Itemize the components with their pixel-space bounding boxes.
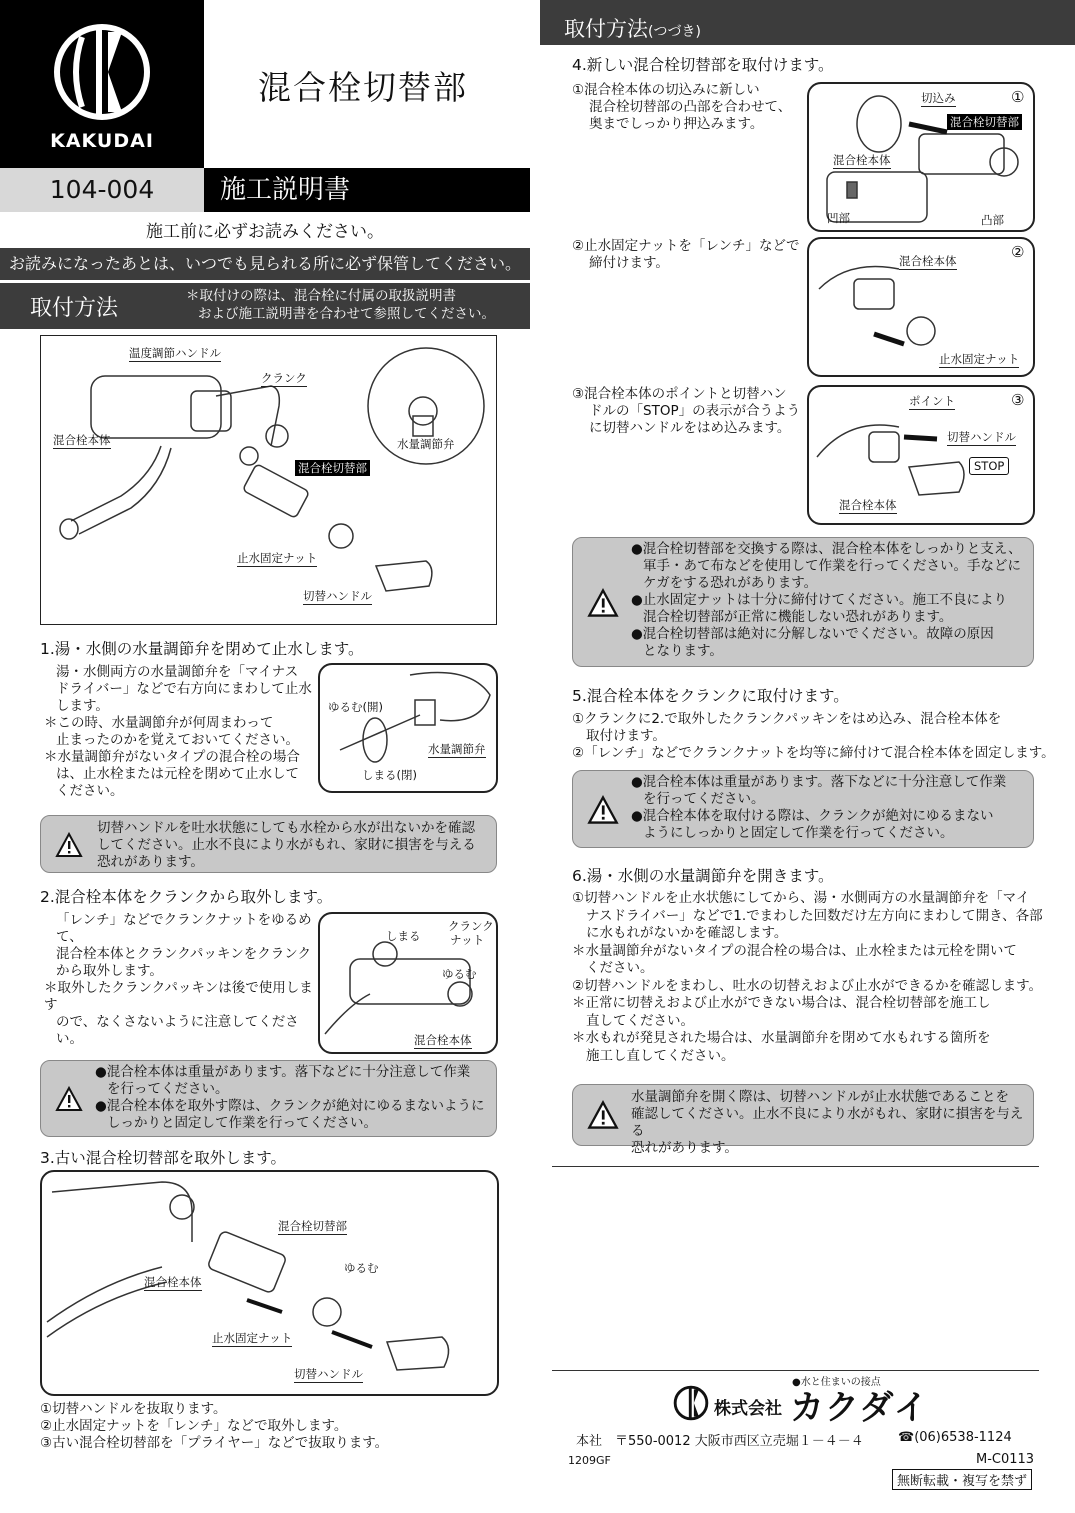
label-body: 混合栓本体 bbox=[414, 1033, 472, 1047]
step3-heading: 3.古い混合栓切替部を取外します。 bbox=[40, 1149, 287, 1167]
label-recess: 凹部 bbox=[827, 211, 850, 225]
step1-warning: 切替ハンドルを吐水状態にしても水栓から水が出ないかを確認 してください。止水不良により水がもれ、家財に損害を与える 恐れがあります。 bbox=[40, 815, 497, 873]
step2-text: 「レンチ」などでクランクナットをゆるめて、 混合栓本体とクランクパッキンをクランク から取外します。 ＊取外したクランクパッキンは後で使用します ので、なくさないように注意してください。 bbox=[44, 912, 313, 1047]
step1-text: 湯・水側両方の水量調節弁を「マイナス ドライバー」などで右方向にまわして止水 します。 ＊この時、水量調節弁が何周まわって 止まったのかを覚えておいてください。 ＊水量調節弁がないタイプの混合栓の場合 は、止水栓または元栓を閉めて止水して ください。 bbox=[44, 664, 312, 799]
label-stop-nut: 止水固定ナット bbox=[212, 1331, 293, 1345]
label-body: 混合栓本体 bbox=[839, 498, 897, 512]
step4-figure-3 bbox=[807, 385, 1035, 525]
step1-figure bbox=[318, 663, 498, 793]
label-stop-nut: 止水固定ナット bbox=[939, 352, 1020, 366]
warning-icon bbox=[55, 1086, 83, 1112]
step4-c-text: ③混合栓本体のポイントと切替ハン ドルの「STOP」の表示が合うよう に切替ハンドルをはめ込みます。 bbox=[572, 386, 801, 436]
copyright-notice: 無断転載・複写を禁ず bbox=[892, 1469, 1032, 1490]
brand-name: KAKUDAI bbox=[50, 130, 154, 152]
step4-b-text: ②止水固定ナットを「レンチ」などで 締付けます。 bbox=[572, 238, 800, 271]
warning-icon bbox=[587, 588, 619, 618]
label-valve: 水量調節弁 bbox=[397, 437, 455, 451]
disassembly-illustration bbox=[42, 1172, 497, 1394]
warning-icon bbox=[55, 832, 83, 858]
label-notch: 切込み bbox=[921, 91, 956, 105]
read-notice: 施工前に必ずお読みください。 bbox=[146, 222, 384, 242]
warning-icon bbox=[587, 1100, 619, 1130]
keep-notice: お読みになったあとは、いつでも見られる所に必ず保管してください。 bbox=[0, 248, 530, 280]
phone: ☎(06)6538-1124 bbox=[898, 1430, 1012, 1445]
company-logo-icon bbox=[672, 1385, 710, 1421]
divider bbox=[552, 1166, 1039, 1167]
step2-heading: 2.混合栓本体をクランクから取外します。 bbox=[40, 888, 333, 906]
label-close: しまる(閉) bbox=[362, 768, 417, 782]
label-switch-part: 混合栓切替部 bbox=[947, 114, 1022, 130]
document-code: M-C0113 bbox=[976, 1452, 1035, 1467]
step6-text: ①切替ハンドルを止水状態にしてから、湯・水側両方の水量調節弁を「マイ ナスドライバー」などで1.でまわした回数だけ左方向にまわして開き、各部 に水もれがないかを確認します。 ＊水量調節弁がないタイプの混合栓の場合は、止水栓または元栓を開いて ください。 ②切替ハンドルをまわし、吐水の切替えおよび止水ができるかを確認します。 ＊正常に切替えおよび止水ができない場合は、混合栓切替部を施工し 直してください。 ＊水もれが発見された場合は、水量調節弁を閉めて水もれする箇所を 施工し直してください。 bbox=[572, 890, 1043, 1064]
section-note: ＊取付けの際は、混合栓に付属の取扱説明書 および施工説明書を合わせて参照してください。 bbox=[186, 288, 495, 322]
label-convex: 凸部 bbox=[981, 213, 1004, 227]
document-type: 施工説明書 bbox=[204, 168, 530, 212]
label-crank-nut-1: クランク bbox=[448, 919, 494, 933]
label-stop-nut: 止水固定ナット bbox=[237, 551, 318, 565]
label-crank: クランク bbox=[261, 371, 307, 385]
label-loosen: ゆるむ bbox=[442, 967, 477, 981]
label-temp-handle: 温度調節ハンドル bbox=[129, 346, 221, 360]
section-title: 取付方法 bbox=[564, 17, 648, 41]
company-prefix: 株式会社 bbox=[714, 1399, 782, 1419]
figure-number: ③ bbox=[1011, 391, 1025, 409]
label-body: 混合栓本体 bbox=[833, 153, 891, 167]
address: 本社 〒550-0012 大阪市西区立売堀１－４－４ bbox=[576, 1434, 864, 1449]
step4-heading: 4.新しい混合栓切替部を取付けます。 bbox=[572, 56, 834, 74]
step2-figure bbox=[318, 912, 498, 1054]
label-point: ポイント bbox=[909, 394, 955, 408]
label-open: ゆるむ(開) bbox=[328, 700, 383, 714]
tagline: ●水と住まいの接点 bbox=[792, 1377, 881, 1388]
section-suffix: (つづき) bbox=[648, 24, 701, 40]
step5-warning: ●混合栓本体は重量があります。落下などに十分注意して作業 を行ってください。 ●混合栓本体を取付ける際は、クランクが絶対にゆるまない ようにしっかりと固定して作業を行ってください。 bbox=[572, 770, 1034, 848]
step5-heading: 5.混合栓本体をクランクに取付けます。 bbox=[572, 687, 849, 705]
step5-text: ①クランクに2.で取外したクランクパッキンをはめ込み、混合栓本体を 取付けます。 ②「レンチ」などでクランクナットを均等に締付けて混合栓本体を固定します。 bbox=[572, 711, 1055, 761]
date-code: 1209GF bbox=[568, 1454, 611, 1467]
figure-number: ② bbox=[1011, 243, 1025, 261]
figure-number: ① bbox=[1011, 88, 1025, 106]
section-header-continued bbox=[540, 0, 1075, 45]
stop-marking: STOP bbox=[969, 457, 1009, 475]
step4-a-text: ①混合栓本体の切込みに新しい 混合栓切替部の凸部を合わせて、 奥までしっかり押込みます。 bbox=[572, 82, 792, 132]
label-body: 混合栓本体 bbox=[899, 254, 957, 268]
section-header bbox=[0, 283, 530, 329]
step2-warning: ●混合栓本体は重量があります。落下などに十分注意して作業 を行ってください。 ●混合栓本体を取外す際は、クランクが絶対にゆるまないように しっかりと固定して作業を行ってください。 bbox=[40, 1060, 497, 1137]
label-body: 混合栓本体 bbox=[144, 1275, 202, 1289]
page-title: 混合栓切替部 bbox=[258, 68, 468, 107]
company-name: カクダイ bbox=[790, 1388, 929, 1428]
step4-figure-1 bbox=[807, 82, 1035, 232]
label-tighten: しまる bbox=[386, 929, 421, 943]
step6-warning: 水量調節弁を開く際は、切替ハンドルが止水状態であることを 確認してください。止水不良により水がもれ、家財に損害を与える 恐れがあります。 bbox=[572, 1084, 1034, 1146]
step4-figure-2 bbox=[807, 237, 1035, 377]
step1-heading: 1.湯・水側の水量調節弁を閉めて止水します。 bbox=[40, 640, 364, 658]
step3-figure bbox=[40, 1170, 499, 1396]
label-switch-part: 混合栓切替部 bbox=[295, 460, 370, 476]
warning-icon bbox=[587, 795, 619, 825]
label-switch-handle: 切替ハンドル bbox=[294, 1367, 363, 1381]
section-title: 取付方法 bbox=[30, 296, 119, 321]
label-switch-handle: 切替ハンドル bbox=[303, 589, 372, 603]
kakudai-logo-icon bbox=[52, 22, 152, 122]
step3-text: ①切替ハンドルを抜取ります。 ②止水固定ナットを「レンチ」などで取外します。 ③古い混合栓切替部を「プライヤー」などで抜取ります。 bbox=[40, 1401, 389, 1451]
overview-figure bbox=[40, 335, 497, 625]
label-valve: 水量調節弁 bbox=[428, 742, 486, 756]
model-number: 104-004 bbox=[0, 168, 204, 212]
divider bbox=[552, 1370, 1039, 1371]
step6-heading: 6.湯・水側の水量調節弁を開きます。 bbox=[572, 867, 834, 885]
label-switch-part: 混合栓切替部 bbox=[278, 1219, 347, 1233]
step4-warning: ●混合栓切替部を交換する際は、混合栓本体をしっかりと支え、 軍手・あて布などを使用して作業を行ってください。手などに ケガをする恐れがあります。 ●止水固定ナットは十分に締付けてください。施工不良により 混合栓切替部が正常に機能しない恐れがあります。 ●混合栓切替部は絶対に分解しないでください。故障の原因 となります。 bbox=[572, 537, 1034, 667]
label-crank-nut-2: ナット bbox=[450, 933, 485, 947]
label-body: 混合栓本体 bbox=[53, 433, 111, 447]
label-loosen: ゆるむ bbox=[344, 1261, 379, 1275]
label-switch-handle: 切替ハンドル bbox=[947, 430, 1016, 444]
